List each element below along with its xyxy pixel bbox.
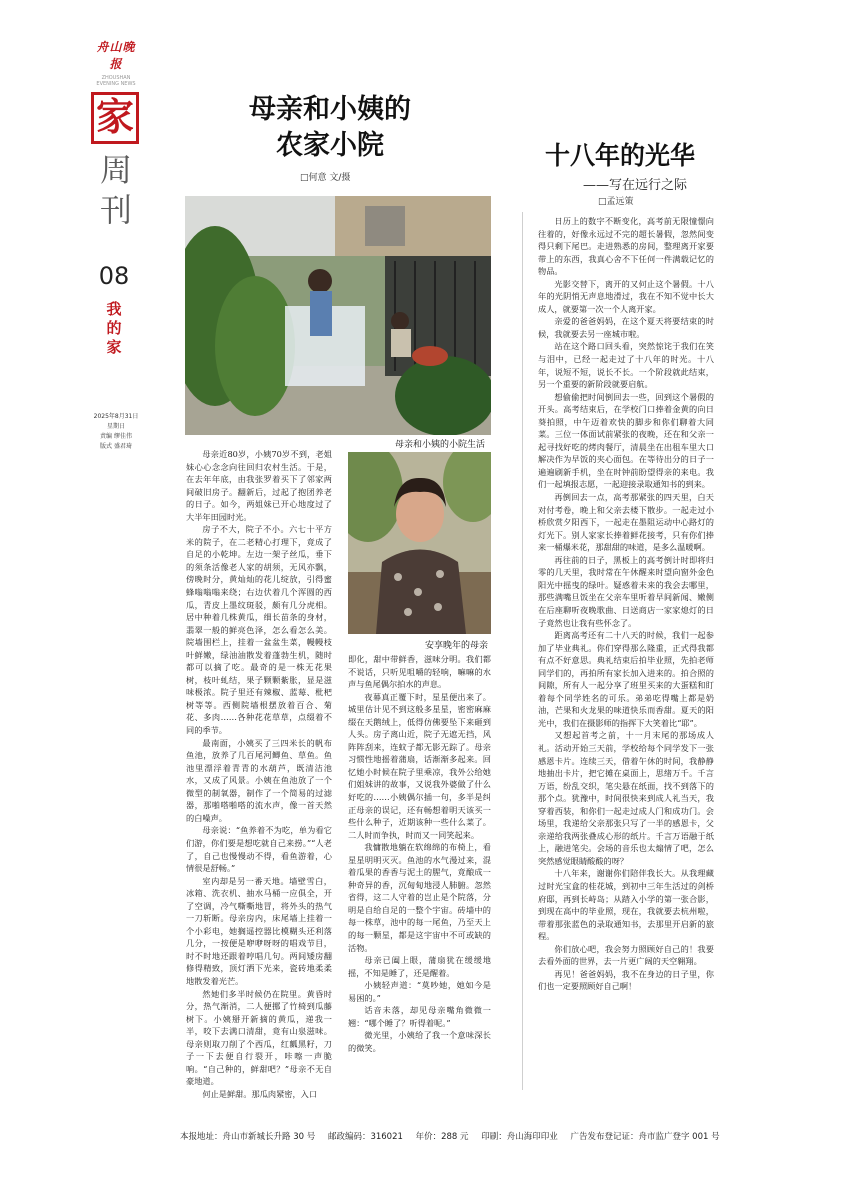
article1-paragraph: 微光里，小姨给了我一个意味深长的微笑。 (348, 1030, 491, 1053)
footer-info (180, 1130, 740, 1142)
section-char-box: 家 (91, 92, 139, 144)
article2-paragraph: 亲爱的爸爸妈妈，在这个夏天将要结束的时候，我就要去另一座城市啦。 (538, 316, 714, 339)
article1-byline: □何意 文/摄 (300, 173, 351, 183)
article1-paragraph: 小姨轻声道：“莫吵她，她如今是易困的。” (348, 980, 491, 1003)
article2-paragraph: 想偷偷把时间倒回去一些，回到这个暑假的开头。高考结束后，在学校门口捧着金黄的向日葵拍照，中午迈着欢快的脚步和你们聊着大同菜。三位一体面试前紧张的夜晚，还在和父亲一起寻找好吃的烤肉餐厅，清晨坐在出租车里大口解决作为早饭的夹心面包。在等待出分的日子一遍遍刷新手机，坐在时钟前盼望得亲的来电。我们一起填报志愿，一起迎接录取通知书的到来。 (538, 391, 714, 490)
footer-postcode: 邮政编码：316021 (327, 1132, 403, 1142)
mother-portrait-photo (348, 452, 491, 634)
article1-title-line2: 农家小院 (276, 130, 384, 161)
article1-paragraph: 母亲说：“鱼养着不为吃，单为看它们游，你们要是想吃就自己来捞。”“人老了，自己也慢慢动不得，看鱼游着，心情很是舒畅。” (186, 825, 332, 874)
footer-price: 年价：288 元 (415, 1132, 469, 1142)
article2-title: 十八年的光华 (544, 141, 695, 170)
page-number: 08 (98, 262, 130, 290)
newspaper-logo (92, 38, 140, 87)
article2-paragraph: 又想起首考之前，十一月末尾的那场成人礼。活动开始三天前，学校给每个同学发下一张感恩卡片。连续三天，借着午休的时间，我静静地抽出卡片，把它摊在桌面上，思绪万千。千言万语，纷乱交织，笔尖悬在纸面，找不到落下的那个点。犹豫中，时间很快来到成人礼当天，我穿着西装，和你们一起走过成人门和成功门。会场里，我递给父亲那张只写了一半的感恩卡，父亲递给我两张叠成心形的纸片。千言万语融于纸上，融进笔尖。会场的音乐也太煽情了吧，怎么突然感觉眼睛酸酸的呀？ (538, 730, 714, 866)
article1-column-a (186, 448, 332, 1108)
issue-weekday: 星期日 (106, 423, 125, 430)
footer-ad-license: 广告发布登记证：舟市监广登字 001 号 (570, 1132, 720, 1142)
article2-paragraph: 十八年来，谢谢你们陪伴我长大。从我理藏过时光宝盒的桂花城，到初中三年生活过的剑桥府邸，再到长峙岛；从踏入小学的第一张合影，到现在高中的毕业照，现在，我就要去杭州啦，带着那张蓝色的录取通知书，去那里开启新的旅程。 (538, 868, 714, 942)
article2-byline: □孟远策 (598, 197, 634, 207)
courtyard-photo (185, 196, 491, 435)
article2-paragraph: 再往前的日子，黑板上的高考倒计时即将归零的几天里，我时常在午休醒来时望向窗外金色阳光中摇曳的绿叶。疑惑着未来的我会去哪里，那些满嘴旦饭坐在父亲车里听着早间新闻、嫩侧在后座聊听夜晚歌曲、日送商店一家家熄灯的日子竟然也让我有些怀念了。 (538, 554, 714, 628)
article2-paragraph: 你们放心吧，我会努力照顾好自己的！我要去看外面的世界，去一片更广阔的天空翱翔。 (538, 943, 714, 967)
article1-title-line1: 母亲和小姨的 (249, 94, 411, 125)
article2-paragraph: 日历上的数字不断变化，高考前无限憧憬向往着的，好像永远过不完的超长暑假，忽然间变得只剩下尾巴。走进熟悉的房间，整理离开家要带上的东西，我真心舍不下任何一件满载记忆的物品。 (538, 216, 714, 277)
issue-designer: 版式 盛君琦 (100, 443, 132, 450)
article1-paragraph: 何止是鲜甜。那瓜肉紧密，入口 (202, 1088, 318, 1099)
article1-title (180, 92, 480, 164)
article1-paragraph: 即化，甜中带鲜香，滋味分明。我们都不说话，只听见咀嚼的轻响，嘛嘛的水声与鱼尾偶尔拍水的声息。 (348, 654, 491, 690)
article1-paragraph: 室内却是另一番天地。墙壁雪白，冰箱、洗衣机、抽水马桶一应俱全，开了空调，冷气嘶嘶地冒，将外头的热气一刀斩断。母亲房内，床尾墙上挂着一个小彩电，她搁遥控器比模糊头还利落几分，一按便是咿咿呀呀的唱戏节目，时不时地还跟着哼唱几句。两间矮房翻修得精致，顶灯洒下光来，瓷砖地柔柔地散发着光芒。 (186, 875, 332, 986)
article1-paragraph: 话音未落，却见母亲嘴角微微一翘：“哪个睡了？听得着呢。” (348, 1005, 491, 1028)
issue-editor: 责编 缪佳伟 (100, 433, 132, 440)
footer-printer: 印刷：舟山海印印业 (481, 1132, 558, 1142)
photo1-caption: 母亲和小姨的小院生活 (395, 440, 486, 450)
page-category: 我的家 (106, 300, 122, 356)
issue-date: 2025年8月31日 (93, 413, 139, 420)
article1-paragraph: 房子不大，院子不小。六七十平方米的院子，在二老精心打理下，竟成了自足的小乾坤。左边一架子丝瓜，垂下的须条活像老人家的胡须，无风亦飘，傍晚时分，黄灿灿的花儿绽放，引得蜜蜂嗡嗡嗡来绕；右边伏着几个浑圆的西瓜，青皮上墨纹斑驳，颇有几分虎相。居中种着几株黄瓜，细长苗条的身材，翡翠一般的鲜亮色泽，怎么看怎么美。院墙围栏上，挂着一盆盆生菜，幔幔枝叶鲜嫩，绿油油散发着蓬勃生机，随时都可以摘了吃。最奇的是一株无花果树，枝叶虬结，果子颗颗紫胀，显是滋味极浓。院子里还有辣椒、蓝莓、枇杷树等等。西侧院墙根摆放着百合、菊花、多肉……各种花花草草，点缀着不同的季节。 (186, 524, 332, 736)
article1-paragraph: 母亲近80岁，小姨70岁不到，老姐妹心心念念向往回归农村生活。于是，在去年年底，由我张罗着买下了邻家两间破旧房子。翻新后，过起了抱团养老的日子。如今，两姐妹已开心地度过了大半年田园时光。 (186, 449, 332, 522)
article1-paragraph: 夜幕真正覆下时，星星便出来了。城里估计见不到这般多星星，密密麻麻缀在天鹅绒上，低得仿佛要坠下来砸到人头。房子离山近，院子无遮无挡，风阵阵刮来，连蚊子都无影无踪了。母亲习惯性地摇着蒲扇，话渐渐多起来。回忆她小时候在院子里乘凉，我外公给她们姐妹讲的故事，又说我外婆做了什么好吃的……小姨偶尔插一句，多半是纠正母亲的误记，还有畅想着明天该买一些什么种子，近期该种一些什么菜了。二人时而争执，时而又一同笑起来。 (348, 691, 491, 840)
photo2-caption: 安享晚年的母亲 (425, 641, 489, 651)
issue-info (88, 412, 144, 452)
article1-paragraph: 母亲已阖上眼，蒲扇犹在缓缓地摇，不知是睡了，还是醒着。 (348, 955, 491, 978)
footer-address: 本报地址：舟山市新城长升路 30 号 (180, 1132, 316, 1142)
article2-paragraph: 再倒回去一点，高考那紧张的四天里，白天对付考卷，晚上和父亲去楼下散步。一起走过小桥欣赏夕阳西下，一起走在墨阻运动中心路灯的灯光下。别人家家长捧着鲜花接考，只有你们捧来一桶爆米花，那甜甜的味道，是多么温暖啊。 (538, 492, 714, 553)
article1-paragraph: 最南面，小姨买了三四米长的帆布鱼池，放养了几百尾河鲫鱼、草鱼。鱼池里漂浮着青青的水葫芦，既清洁池水，又成了风景。小姨在鱼池放了一个微型的制氧器，制作了一个简易的过滤器，那啪嗒啪嗒的流水声，像一首天然的白噪声。 (186, 737, 332, 823)
column-divider (522, 212, 523, 1090)
article2-column (538, 215, 714, 1108)
article2-paragraph: 站在这个路口回头看，突然惊诧于我们在笑与泪中，已经一起走过了十八年的时光。十八年，说短不短，说长不长。一个阶段就此结束，另一个重要的新阶段就要启航。 (538, 341, 714, 390)
paper-name-en: ZHOUSHAN EVENING NEWS (96, 75, 136, 87)
article1-paragraph: 我慵散地躺在软绵绵的布椅上，看星星明明灭灭。鱼池的水气漫过来，混着瓜果的香香与泥土的腥气，竟酿成一种奇异的香，沉甸甸地浸人肺腑。忽然省得，这二人守着的岂止是个院落，分明是自给自足的一整个宇宙。砖墙中的每一株草，池中的每一尾鱼，乃至天上的每一颗星，都是这宇宙中不可或缺的活物。 (348, 842, 491, 953)
section-name: 周刊 (99, 151, 132, 229)
article2-paragraph: 光影交替下，离开的又何止这个暑假。十八年的光阴悄无声息地滑过，我在不知不觉中长大成人，就要第一次一个人离开家。 (538, 278, 714, 314)
article2-subtitle: ——写在远行之际 (582, 178, 687, 193)
article2-paragraph: 距离高考还有二十八天的时候，我们一起参加了毕业典礼。你们穿得那么隆重，正式得我都有点不好意思。典礼结束后拍毕业照，先拍老师同学们的，再拍所有家长加入进来的。拍合照的间隙，所有人一起分享了班里买来的大蛋糕和盯着每个同学姓名的可乐。弟弟吃得嘴上都是奶油，芒果和火龙果的味道快乐而香甜。夏天的阳光中，我们在摄影师的指挥下大笑着比“耶”。 (538, 630, 714, 728)
article1-paragraph: 然她们多半时候仍在院里。黄昏时分，热气渐消，二人便挪了竹椅到瓜藤树下。小姨掰开新摘的黄瓜，递我一半，咬下去满口清甜，竟有山泉滋味。母亲则取刀削了个西瓜，红瓤黑籽，刀子一下去便自行裂开，咔嚓一声脆响。“自己种的，鲜甜吧？”母亲不无自豪地道。 (186, 988, 332, 1087)
article2-paragraph: 再见！爸爸妈妈，我不在身边的日子里，你们也一定要照顾好自己啊！ (538, 968, 714, 992)
article1-column-b (348, 653, 491, 1108)
paper-name: 舟山晚报 (96, 40, 136, 71)
